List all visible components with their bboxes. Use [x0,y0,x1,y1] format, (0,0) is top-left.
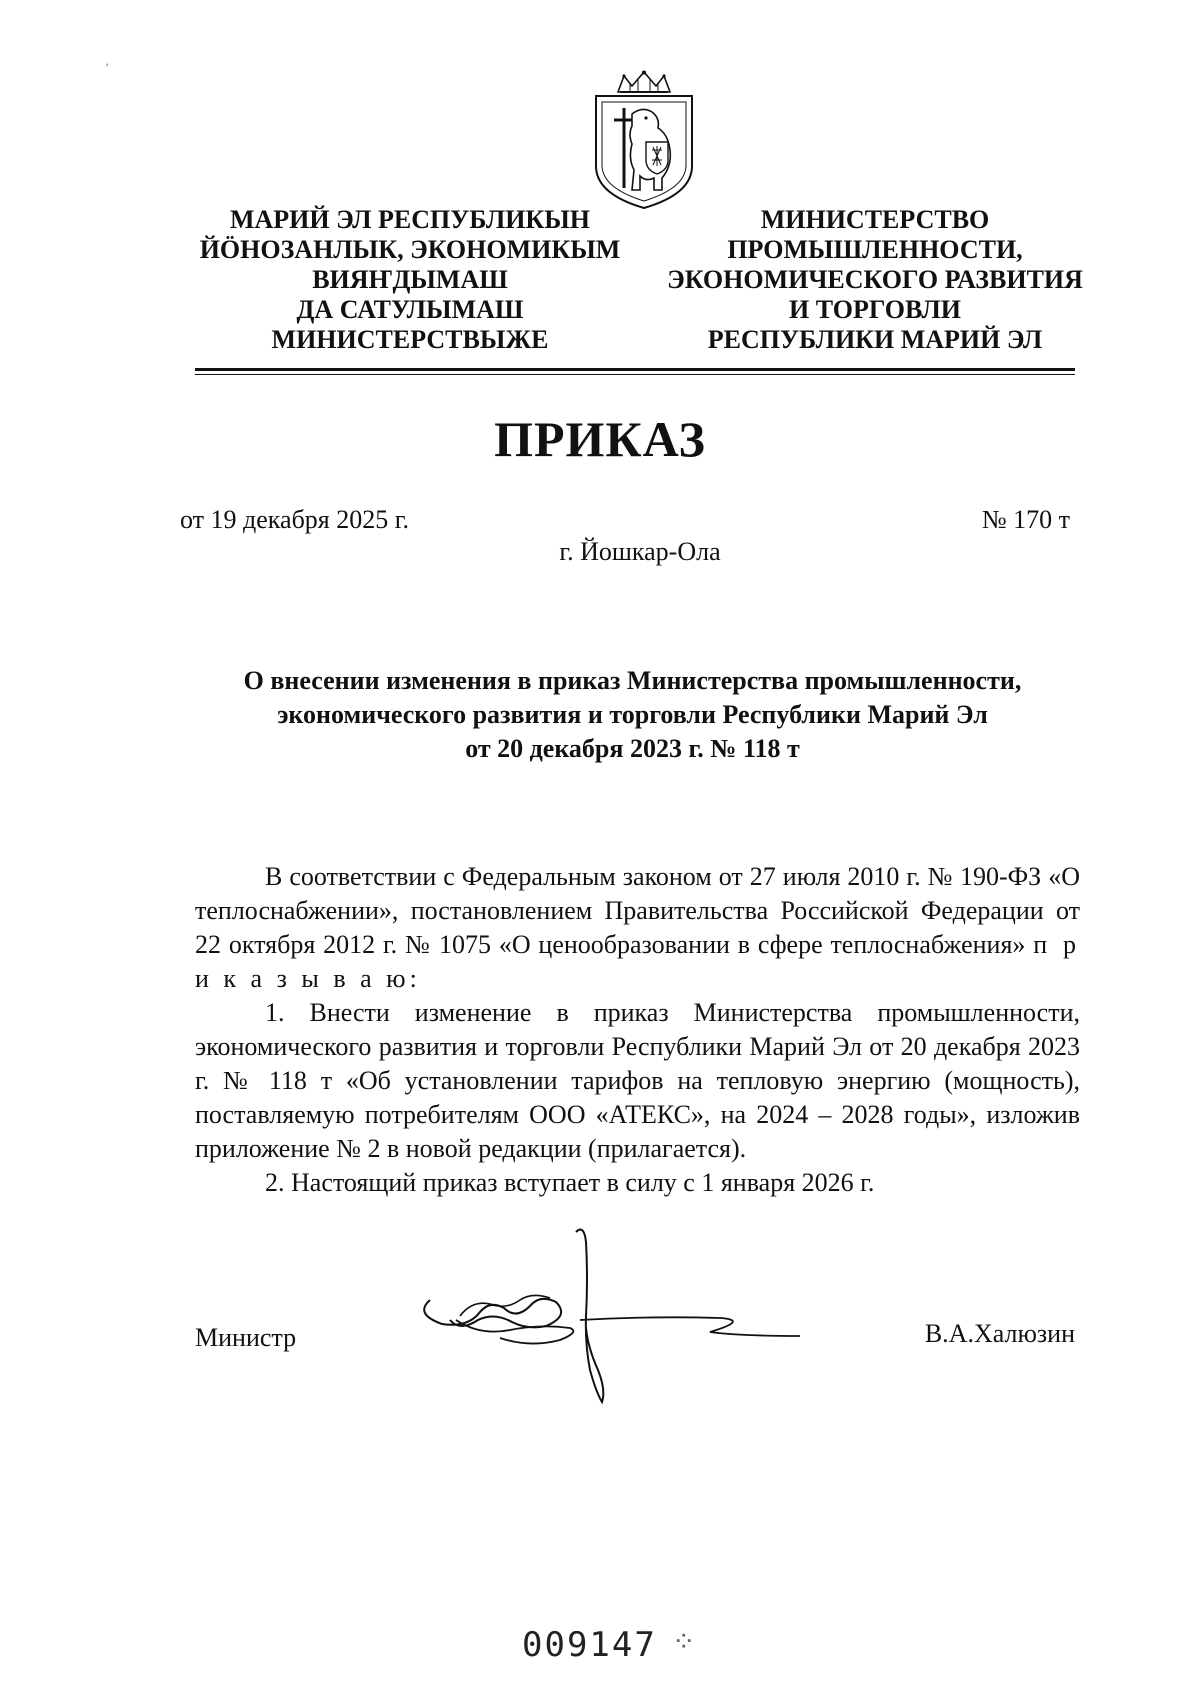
mari-el-coat-of-arms-icon [590,70,698,210]
org-left-line: МИНИСТЕРСТВЫЖЕ [271,325,549,354]
org-left-line: ЙӦНОЗАНЛЫК, ЭКОНОМИКЫМ [199,235,621,264]
org-left-line: ДА САТУЛЫМАШ [296,295,524,324]
org-right-line: МИНИСТЕРСТВО [760,205,990,234]
document-serial-number: 009147 [522,1625,657,1665]
preamble-paragraph [195,860,1080,996]
organization-name-mari [175,205,645,355]
order-title-line: О внесении изменения в приказ Министерства промышленности, [243,666,1022,695]
org-right-line: ПРОМЫШЛЕННОСТИ, [727,235,1023,264]
order-number: № 170 т [981,505,1070,534]
signatory-position: Министр [195,1323,297,1352]
order-item-2: 2. Настоящий приказ вступает в силу с 1 января 2026 г. [265,1168,875,1197]
serial-mark-glyph: ⁘ [672,1627,696,1658]
org-right-line: И ТОРГОВЛИ [789,295,961,324]
order-body [195,860,1080,1200]
header-divider-thin [195,374,1075,375]
org-left-line: ВИЯҤДЫМАШ [312,265,508,294]
preamble-text: В соответствии с Федеральным законом от 27 июля 2010 г. № 190-ФЗ «О теплоснабжении», постановлением Правительства Российской Федерации от 22 октября 2012 г. № 1075 «О ценообразовании в сфере теплоснабжения» [195,862,1080,959]
org-left-line: МАРИЙ ЭЛ РЕСПУБЛИКЫН [229,205,591,234]
issue-city: г. Йошкар-Ола [559,537,721,566]
org-right-line: ЭКОНОМИЧЕСКОГО РАЗВИТИЯ [667,265,1083,294]
order-word: п р и к а з ы в а ю: [195,930,1081,993]
order-date: от 19 декабря 2025 г. [180,505,409,534]
order-title-line: от 20 декабря 2023 г. № 118 т [465,734,800,763]
scan-speck: ’ [105,60,109,74]
handwritten-signature-icon [420,1220,880,1410]
organization-name-russian [655,205,1095,355]
document-type-heading: ПРИКАЗ [494,411,706,467]
org-right-line: РЕСПУБЛИКИ МАРИЙ ЭЛ [707,325,1043,354]
order-title-line: экономического развития и торговли Республики Марий Эл [277,700,988,729]
order-title [180,664,1085,766]
signatory-name: В.А.Халюзин [924,1319,1075,1348]
header-divider-thick [195,368,1075,371]
order-item-1: 1. Внести изменение в приказ Министерства промышленности, экономического развития и торговли Республики Марий Эл от 20 декабря 2023 г. № 118 т «Об установлении тарифов на тепловую энергию (мощность), поставляемую потребителям ООО «АТЕКС», на 2024 – 2028 годы», изложив приложение № 2 в новой редакции (прилагается). [195,998,1080,1163]
